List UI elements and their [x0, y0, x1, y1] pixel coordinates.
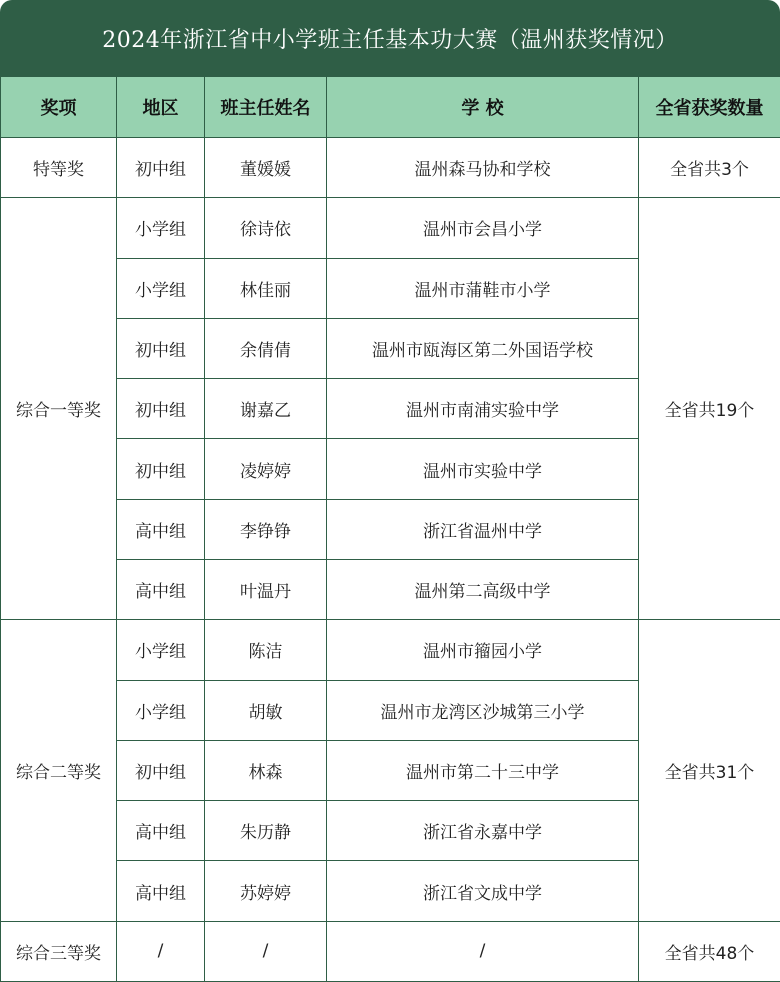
school-cell: 温州市瓯海区第二外国语学校 [327, 318, 639, 378]
region-cell: 小学组 [117, 620, 205, 680]
teacher-name-cell: 苏婷婷 [205, 861, 327, 921]
header-award: 奖项 [1, 77, 117, 138]
teacher-name-cell: / [205, 921, 327, 981]
school-cell: 浙江省文成中学 [327, 861, 639, 921]
award-count-cell: 全省共19个 [639, 198, 780, 620]
header-school: 学 校 [327, 77, 639, 138]
school-cell: 温州市籀园小学 [327, 620, 639, 680]
header-region: 地区 [117, 77, 205, 138]
table-row [1, 921, 780, 981]
award-cell: 综合二等奖 [1, 620, 117, 921]
award-count-cell: 全省共48个 [639, 921, 780, 981]
table-row [1, 198, 780, 258]
page-title: 2024年浙江省中小学班主任基本功大赛（温州获奖情况） [0, 0, 780, 76]
teacher-name-cell: 徐诗依 [205, 198, 327, 258]
school-cell: / [327, 921, 639, 981]
teacher-name-cell: 胡敏 [205, 680, 327, 740]
region-cell: 小学组 [117, 198, 205, 258]
awards-table [0, 76, 780, 982]
region-cell: 小学组 [117, 680, 205, 740]
school-cell: 温州市蒲鞋市小学 [327, 258, 639, 318]
header-row [1, 77, 780, 138]
region-cell: 高中组 [117, 801, 205, 861]
table-row [1, 138, 780, 198]
school-cell: 浙江省永嘉中学 [327, 801, 639, 861]
teacher-name-cell: 陈洁 [205, 620, 327, 680]
teacher-name-cell: 凌婷婷 [205, 439, 327, 499]
school-cell: 温州市实验中学 [327, 439, 639, 499]
teacher-name-cell: 朱历静 [205, 801, 327, 861]
header-name: 班主任姓名 [205, 77, 327, 138]
teacher-name-cell: 林佳丽 [205, 258, 327, 318]
region-cell: / [117, 921, 205, 981]
region-cell: 高中组 [117, 559, 205, 619]
school-cell: 温州第二高级中学 [327, 559, 639, 619]
award-cell: 综合三等奖 [1, 921, 117, 981]
region-cell: 高中组 [117, 499, 205, 559]
award-count-cell: 全省共31个 [639, 620, 780, 921]
region-cell: 初中组 [117, 740, 205, 800]
teacher-name-cell: 叶温丹 [205, 559, 327, 619]
table-body [1, 138, 780, 982]
school-cell: 温州市会昌小学 [327, 198, 639, 258]
teacher-name-cell: 董媛媛 [205, 138, 327, 198]
region-cell: 初中组 [117, 439, 205, 499]
region-cell: 初中组 [117, 138, 205, 198]
school-cell: 温州市南浦实验中学 [327, 379, 639, 439]
region-cell: 初中组 [117, 379, 205, 439]
school-cell: 温州市龙湾区沙城第三小学 [327, 680, 639, 740]
teacher-name-cell: 李铮铮 [205, 499, 327, 559]
region-cell: 小学组 [117, 258, 205, 318]
header-count: 全省获奖数量 [639, 77, 780, 138]
school-cell: 浙江省温州中学 [327, 499, 639, 559]
teacher-name-cell: 余倩倩 [205, 318, 327, 378]
award-count-cell: 全省共3个 [639, 138, 780, 198]
region-cell: 初中组 [117, 318, 205, 378]
school-cell: 温州森马协和学校 [327, 138, 639, 198]
teacher-name-cell: 谢嘉乙 [205, 379, 327, 439]
region-cell: 高中组 [117, 861, 205, 921]
table-row [1, 620, 780, 680]
teacher-name-cell: 林森 [205, 740, 327, 800]
award-cell: 特等奖 [1, 138, 117, 198]
school-cell: 温州市第二十三中学 [327, 740, 639, 800]
award-cell: 综合一等奖 [1, 198, 117, 620]
